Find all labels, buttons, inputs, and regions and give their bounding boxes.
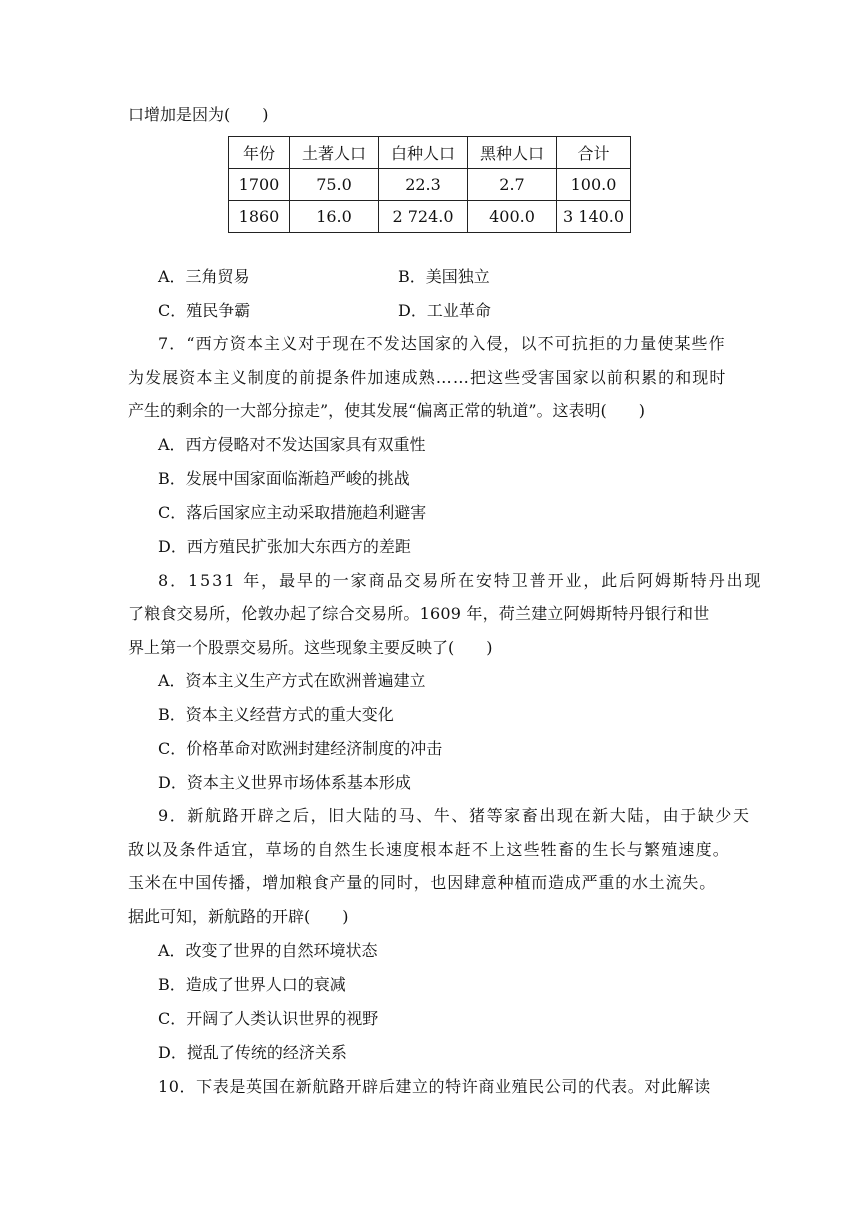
population-table [228,136,631,233]
question-stem-line: 8．1531 年，最早的一家商品交易所在安特卫普开业，此后阿姆斯特丹出现 [158,571,763,590]
table-cell: 1860 [229,201,290,233]
question-stem-line: 产生的剩余的一大部分掠走”，使其发展“偏离正常的轨道”。这表明( ) [128,401,646,420]
table-cell: 400.0 [468,201,557,233]
option-a: A．改变了世界的自然环境状态 [158,941,378,960]
question-stem-line: 界上第一个股票交易所。这些现象主要反映了( ) [128,638,493,657]
option-a: A．三角贸易 [158,267,250,286]
table-header-row [229,137,631,169]
table-cell: 2 724.0 [379,201,468,233]
option-c: C．价格革命对欧洲封建经济制度的冲击 [158,739,443,758]
table-row [229,169,631,201]
option-c: C．开阔了人类认识世界的视野 [158,1009,379,1028]
table-cell: 2.7 [468,169,557,201]
option-a: A．资本主义生产方式在欧洲普遍建立 [158,671,426,690]
option-d: D．工业革命 [398,301,491,320]
question-stem-line: 了粮食交易所，伦敦办起了综合交易所。1609 年，荷兰建立阿姆斯特丹银行和世 [128,604,710,623]
option-c: C．落后国家应主动采取措施趋利避害 [158,503,427,522]
option-d: D．搅乱了传统的经济关系 [158,1043,347,1062]
question-stem-line: 为发展资本主义制度的前提条件加速成熟……把这些受害国家以前积累的和现时 [128,368,727,387]
option-b: B．美国独立 [398,267,490,286]
option-c: C．殖民争霸 [158,301,251,320]
question-stem-line: 玉米在中国传播，增加粮食产量的同时，也因肆意种植而造成严重的水土流失。 [128,873,717,892]
question-stem-line: 敌以及条件适宜，草场的自然生长速度根本赶不上这些牲畜的生长与繁殖速度。 [128,840,731,859]
question-stem-line: 7．“西方资本主义对于现在不发达国家的入侵，以不可抗拒的力量使某些作 [158,334,726,353]
option-b: B．发展中国家面临渐趋严峻的挑战 [158,469,410,488]
table-row [229,201,631,233]
option-a: A．西方侵略对不发达国家具有双重性 [158,435,426,454]
question-stem-line: 9．新航路开辟之后，旧大陆的马、牛、猪等家畜出现在新大陆，由于缺少天 [158,806,751,825]
option-d: D．资本主义世界市场体系基本形成 [158,773,411,792]
question-stem-text: 口增加是因为( ) [128,105,269,124]
table-cell: 100.0 [557,169,631,201]
option-b: B．造成了世界人口的衰减 [158,975,346,994]
table-cell: 16.0 [290,201,379,233]
option-b: B．资本主义经营方式的重大变化 [158,705,394,724]
header-white-population: 白种人口 [379,137,468,169]
question-stem-line: 10．下表是英国在新航路开辟后建立的特许商业殖民公司的代表。对此解读 [158,1077,711,1096]
option-d: D．西方殖民扩张加大东西方的差距 [158,537,411,556]
table-cell: 3 140.0 [557,201,631,233]
table-cell: 75.0 [290,169,379,201]
table-cell: 22.3 [379,169,468,201]
header-year: 年份 [229,137,290,169]
header-total: 合计 [557,137,631,169]
question-stem-line: 据此可知，新航路的开辟( ) [128,907,349,926]
header-black-population: 黑种人口 [468,137,557,169]
table-cell: 1700 [229,169,290,201]
header-native-population: 土著人口 [290,137,379,169]
